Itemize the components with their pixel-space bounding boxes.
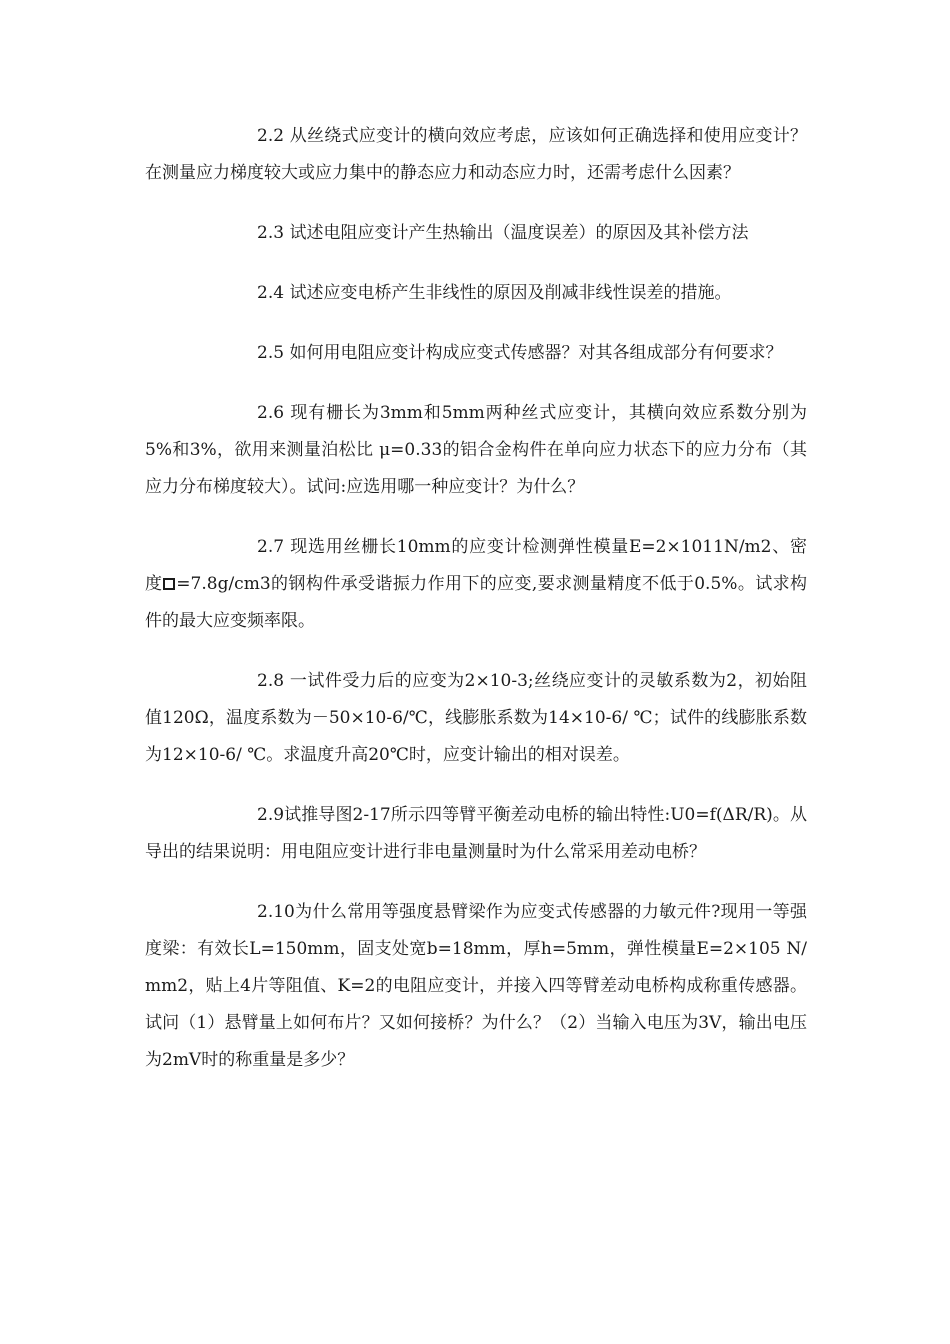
question-2-7-part-a: 2.7 现选用丝栅长10mm的应变计检测弹性模量E=2×1011N/m2、密度 xyxy=(145,537,807,594)
missing-glyph-box-icon xyxy=(163,578,175,590)
question-2-10: 2.10为什么常用等强度悬臂梁作为应变式传感器的力敏元件?现用一等强度梁：有效长L=150mm，固支处宽b=18mm，厚h=5mm，弹性模量E=2×105 N/mm2，贴上4片等阻值、K=2的电阻应变计，并接入四等臂差动电桥构成称重传感器。试问（1）悬臂量上如何布片？又如何接桥？为什么？（2）当输入电压为3V，输出电压为2mV时的称重量是多少？ xyxy=(145,902,807,1070)
document-body xyxy=(145,118,807,1102)
question-2-4: 2.4 试述应变电桥产生非线性的原因及削减非线性误差的措施。 xyxy=(257,283,732,303)
question-2-8: 2.8 一试件受力后的应变为2×10-3;丝绕应变计的灵敏系数为2，初始阻值120Ω，温度系数为－50×10-6/℃，线膨胀系数为14×10-6/ ℃；试件的线膨胀系数为12×10-6/ ℃。求温度升高20℃时，应变计输出的相对误差。 xyxy=(145,671,807,765)
question-2-5: 2.5 如何用电阻应变计构成应变式传感器？对其各组成部分有何要求？ xyxy=(257,343,783,363)
question-2-6: 2.6 现有栅长为3mm和5mm两种丝式应变计，其横向效应系数分别为5%和3%，欲用来测量泊松比 μ=0.33的铝合金构件在单向应力状态下的应力分布（其应力分布梯度较大）。试问:应选用哪一种应变计？为什么？ xyxy=(145,403,807,497)
question-2-7 xyxy=(145,529,807,640)
question-2-3: 2.3 试述电阻应变计产生热输出（温度误差）的原因及其补偿方法 xyxy=(257,223,749,243)
question-2-7-part-b: =7.8g/cm3的钢构件承受谐振力作用下的应变,要求测量精度不低于0.5%。试求构件的最大应变频率限。 xyxy=(145,574,807,631)
question-2-9: 2.9试推导图2-17所示四等臂平衡差动电桥的输出特性:U0=f(ΔR/R)。从导出的结果说明：用电阻应变计进行非电量测量时为什么常采用差动电桥？ xyxy=(145,805,807,862)
question-2-2: 2.2 从丝绕式应变计的横向效应考虑，应该如何正确选择和使用应变计？在测量应力梯度较大或应力集中的静态应力和动态应力时，还需考虑什么因素？ xyxy=(145,126,807,183)
